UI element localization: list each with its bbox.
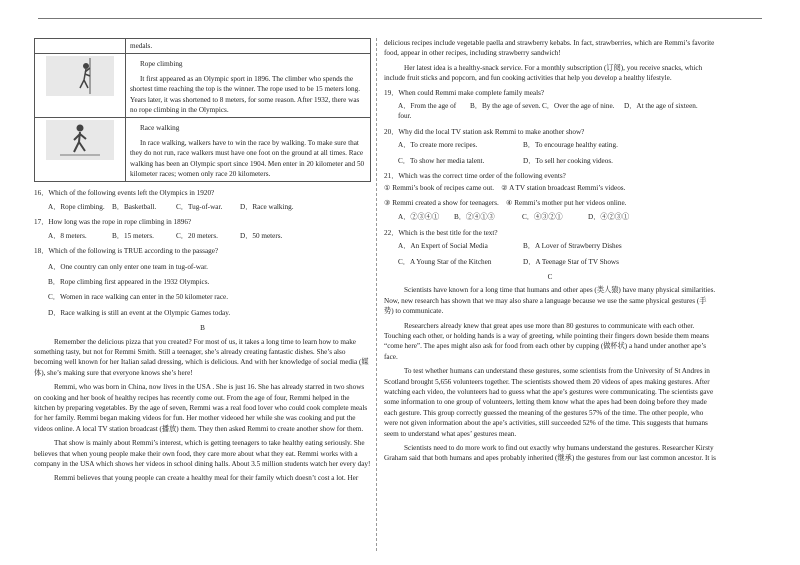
option-d: D．A Teenage Star of TV Shows xyxy=(523,257,619,266)
option-d: D．At the age of sixteen. xyxy=(624,102,698,111)
question-20: 20．Why did the local TV station ask Remmi to make another show? xyxy=(384,127,585,136)
option-a: A．From the age of four. xyxy=(398,102,457,121)
option-c: C．20 meters. xyxy=(176,231,218,240)
race-walker-photo-icon xyxy=(46,120,114,160)
option-b: B．By the age of seven. xyxy=(470,102,541,111)
option-a: A．To create more recipes. xyxy=(398,141,478,150)
option-d: D．Race walking. xyxy=(240,202,294,211)
column-divider xyxy=(376,38,377,551)
question-17: 17．How long was the rope in rope climbing in 1896? xyxy=(34,218,192,227)
passage-paragraph: Remmi believes that young people can create a healthy meal for their family which doesn’t cost a lot. Her xyxy=(54,474,359,483)
table-row xyxy=(35,39,371,54)
event-title: Rope climbing xyxy=(140,60,183,69)
option-a: A．8 meters. xyxy=(48,231,87,240)
option-a: A．②③④① xyxy=(398,213,440,222)
option-b: B．To encourage healthy eating. xyxy=(523,141,618,150)
option-d: D．To sell her cooking videos. xyxy=(523,156,613,165)
option-b: B．Rope climbing first appeared in the 1932 Olympics. xyxy=(48,277,210,286)
passage-paragraph: Scientists need to do more work to find out exactly why humans understand the gestures. Researcher Kirsty Graham said that both humans and apes probably inherited (继承) the gestures from our last common ancestor. It is xyxy=(384,444,716,463)
cell-text: medals. xyxy=(130,42,153,50)
option-b: B．Basketball. xyxy=(112,202,157,211)
passage-paragraph: That show is mainly about Remmi’s interest, which is getting teenagers to take healthy eating seriously. She believes that when young people make their own food, they care more about what they eat. Remmi works with a company in the USA which shows her videos in school dining halls. About 3.5 million students watch her every day! xyxy=(34,439,371,468)
option-a: A．One country can only enter one team in tug-of-war. xyxy=(48,262,208,271)
question-19-options xyxy=(384,101,716,122)
section-b-heading: B xyxy=(200,324,205,333)
passage-paragraph: To test whether humans can understand these gestures, some scientists from the University of St Andres in Scotland brought 5,656 volunteers together. The scientists showed them 20 videos of apes making gestures. After watching each video, the volunteers had to guess what the ape’s gestures were communicating. The scientists gave some information to one group of volunteers, letting them know what the apes had been doing before they made each gesture. This group correctly guessed the meaning of the gestures 57% of the time. The other people, who were not given information about the ape’s activities, still succeeded 52% of the time. This suggests that humans seem to understand what apes’ gestures mean. xyxy=(384,367,714,438)
question-21-options xyxy=(384,212,716,222)
right-column xyxy=(384,38,716,468)
option-d: D．50 meters. xyxy=(240,231,283,240)
passage-paragraph: Researchers already knew that great apes use more than 80 gestures to communicate with each other. Touching each other, or holding hands is a way of greeting, while pointing their fingers down beside them means “come here”. The apes might also ask for food from each other by cupping (做杯状) a hand under another ape’s face. xyxy=(384,321,709,361)
table-cell xyxy=(126,118,371,182)
passage-paragraph: Her latest idea is a healthy-snack service. For a monthly subscription (订阅), you receive snacks, which include fruit sticks and popcorn, and fun cooking activities that help you develop a healthy lifestyle. xyxy=(384,63,703,83)
rope-climber-photo-icon xyxy=(46,56,114,96)
olympic-events-table xyxy=(34,38,371,182)
question-17-options xyxy=(34,231,371,241)
question-20-options xyxy=(384,140,716,150)
question-22: 22．Which is the best title for the text? xyxy=(384,228,498,237)
event-description: In race walking, walkers have to win the race by walking. To make sure that they do not run, race walkers must have one foot on the ground at all times. Race walking has been an Olympic sport since 1904. Men enter in 20 kilometer and 50 kilometer races; women only race 20 kilometers. xyxy=(130,138,365,179)
option-c: C．To show her media talent. xyxy=(398,156,485,165)
option-a: A．Rope climbing. xyxy=(48,202,105,211)
question-20-options-2 xyxy=(384,156,716,166)
passage-paragraph: Remmi, who was born in China, now lives in the USA . She is just 16. She has already starred in two shows on cooking and her book of healthy recipes has recently come out. From the age of four, Remmi helped in the kitchen by preparing vegetables. By the age of seven, Remmi was a real food lover who could cook complete meals for her family. Remmi began making videos for fun. Her mother videoed her while she was cooking and put the videos online. A local TV station broadcast (播放) them. They then asked Remmi to create another show for them. xyxy=(34,383,368,433)
table-row xyxy=(35,54,371,118)
question-22-options-2 xyxy=(384,257,716,267)
event-description: It first appeared as an Olympic sport in 1896. The climber who spends the shortest time reaching the top is the winner. The rope used to be 15 meters long. Years later, it was shortened to 8 meters, for some reason. After 1932, there was no rope climbing in the Olympics. xyxy=(130,74,361,115)
question-19: 19．When could Remmi make complete family meals? xyxy=(384,88,545,97)
option-d: D．④②③① xyxy=(588,213,630,222)
option-d: D．Race walking is still an event at the Olympic Games today. xyxy=(48,308,231,317)
passage-paragraph: Scientists have known for a long time that humans and other apes (类人猿) have many physical similarities. Now, new research has shown that we may also share a language because we use the same physical gestures (手势) to communicate. xyxy=(384,286,716,316)
option-c: C．Women in race walking can enter in the 50 kilometer race. xyxy=(48,293,229,302)
question-16: 16．Which of the following events left the Olympics in 1920? xyxy=(34,189,215,198)
table-cell xyxy=(126,54,371,118)
option-a: A．An Expert of Social Media xyxy=(398,242,488,251)
event-title: Race walking xyxy=(140,124,180,133)
table-row xyxy=(35,118,371,182)
option-c: C．Tug-of-war. xyxy=(176,202,223,211)
question-21: 21．Which was the correct time order of the following events? xyxy=(384,172,566,181)
passage-paragraph: Remember the delicious pizza that you created? For most of us, it takes a long time to learn how to make something tasty, but not for Remmi Smith. Still a teenager, she’s already creating fantastic dishes. She’s also becoming well known for her Italian salad dressing, which is delicious. And with her knowledge of social media (媒体), she’s making sure that everyone knows she’s here! xyxy=(34,337,369,377)
option-c: C．A Young Star of the Kitchen xyxy=(398,257,492,266)
passage-continuation: delicious recipes include vegetable paella and strawberry kebabs. In fact, strawberries, which are Remmi’s favorite food, appear in other recipes, including strawberry sandwich! xyxy=(384,39,715,58)
event-list: ① Remmi’s book of recipes came out. ② A TV station broadcast Remmi’s videos. xyxy=(384,184,626,193)
question-16-options xyxy=(34,202,371,212)
option-b: B．15 meters. xyxy=(112,231,154,240)
question-22-options xyxy=(384,241,716,251)
option-b: B．A Lover of Strawberry Dishes xyxy=(523,242,622,251)
question-18: 18．Which of the following is TRUE according to the passage? xyxy=(34,247,219,256)
table-cell xyxy=(126,39,371,54)
option-c: C．Over the age of nine. xyxy=(542,102,615,111)
section-c-heading: C xyxy=(547,272,553,281)
event-list: ③ Remmi created a show for teenagers. ④ Remmi’s mother put her videos online. xyxy=(384,198,627,207)
option-b: B．②④①③ xyxy=(454,213,495,222)
header-rule xyxy=(38,18,762,19)
left-column xyxy=(34,38,371,488)
option-c: C．④③②① xyxy=(522,213,563,222)
